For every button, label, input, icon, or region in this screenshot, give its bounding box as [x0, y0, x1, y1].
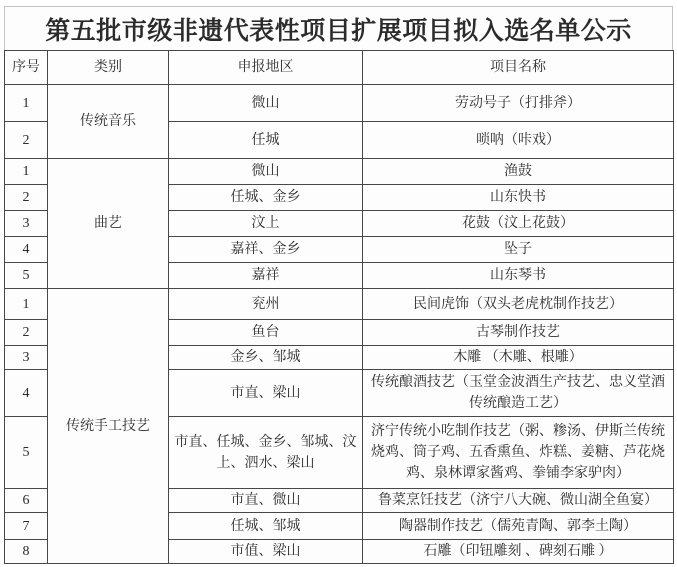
serial-cell: 1: [5, 289, 48, 320]
project-cell: 济宁传统小吃制作技艺（粥、糁汤、伊斯兰传统烧鸡、筒子鸡、五香熏鱼、炸糕、姜糖、芦花烧鸡、泉林谭家酱鸡、拳铺李家驴肉）: [363, 417, 674, 489]
project-cell: 山东快书: [363, 185, 674, 211]
project-cell: 古琴制作技艺: [363, 320, 674, 346]
project-cell: 渔鼓: [363, 159, 674, 185]
region-cell: 市直、微山: [169, 489, 363, 513]
serial-cell: 3: [5, 211, 48, 237]
header-project: 项目名称: [363, 51, 674, 85]
announcement-sheet: [4, 6, 673, 564]
serial-cell: 5: [5, 263, 48, 289]
project-cell: 山东琴书: [363, 263, 674, 289]
category-cell: 曲艺: [48, 159, 169, 289]
serial-cell: 1: [5, 85, 48, 122]
project-cell: 劳动号子（打排斧）: [363, 85, 674, 122]
region-cell: 嘉祥: [169, 263, 363, 289]
table-row: [5, 289, 674, 320]
project-cell: 传统酿酒技艺（玉堂金波酒生产技艺、忠义堂酒传统酿造工艺）: [363, 370, 674, 417]
category-cell: 传统手工技艺: [48, 289, 169, 564]
header-region: 申报地区: [169, 51, 363, 85]
table-row: [5, 85, 674, 122]
table-header-row: [5, 51, 674, 85]
region-cell: 市直、任城、金乡、邹城、汶上、泗水、梁山: [169, 417, 363, 489]
serial-cell: 7: [5, 513, 48, 540]
serial-cell: 2: [5, 122, 48, 159]
project-cell: 唢呐（咔戏）: [363, 122, 674, 159]
region-cell: 任城: [169, 122, 363, 159]
serial-cell: 2: [5, 185, 48, 211]
serial-cell: 4: [5, 237, 48, 263]
serial-cell: 5: [5, 417, 48, 489]
region-cell: 鱼台: [169, 320, 363, 346]
serial-cell: 4: [5, 370, 48, 417]
region-cell: 金乡、邹城: [169, 346, 363, 370]
project-cell: 坠子: [363, 237, 674, 263]
region-cell: 市值、梁山: [169, 540, 363, 564]
project-cell: 花鼓（汶上花鼓）: [363, 211, 674, 237]
region-cell: 微山: [169, 85, 363, 122]
serial-cell: 3: [5, 346, 48, 370]
region-cell: 任城、金乡: [169, 185, 363, 211]
region-cell: 兖州: [169, 289, 363, 320]
header-category: 类别: [48, 51, 169, 85]
region-cell: 汶上: [169, 211, 363, 237]
region-cell: 嘉祥、金乡: [169, 237, 363, 263]
heritage-project-table: [4, 50, 674, 564]
region-cell: 市直、梁山: [169, 370, 363, 417]
project-cell: 石雕（印钮雕刻 、碑刻石雕 ）: [363, 540, 674, 564]
table-row: [5, 159, 674, 185]
project-cell: 陶器制作技艺（儒苑青陶、郭李土陶）: [363, 513, 674, 540]
header-serial: 序号: [5, 51, 48, 85]
region-cell: 微山: [169, 159, 363, 185]
region-cell: 任城、邹城: [169, 513, 363, 540]
project-cell: 木雕 （木雕、根雕）: [363, 346, 674, 370]
category-cell: 传统音乐: [48, 85, 169, 159]
serial-cell: 1: [5, 159, 48, 185]
serial-cell: 2: [5, 320, 48, 346]
serial-cell: 6: [5, 489, 48, 513]
serial-cell: 8: [5, 540, 48, 564]
page-title: 第五批市级非遗代表性项目扩展项目拟入选名单公示: [4, 6, 673, 50]
project-cell: 民间虎饰（双头老虎枕制作技艺）: [363, 289, 674, 320]
project-cell: 鲁菜烹饪技艺（济宁八大碗、微山湖全鱼宴）: [363, 489, 674, 513]
